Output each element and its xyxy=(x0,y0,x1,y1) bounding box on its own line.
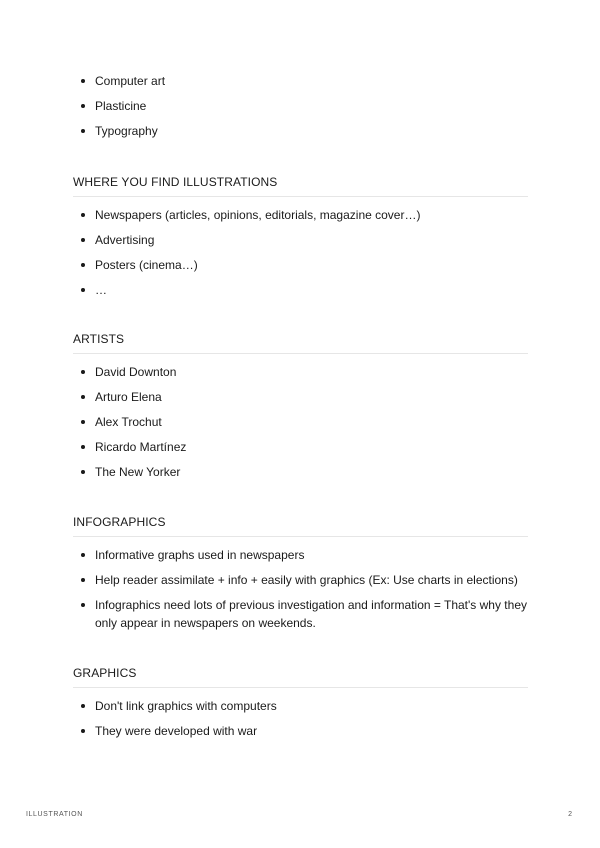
top-bullet-list xyxy=(73,72,528,140)
list-item: … xyxy=(73,281,528,299)
section-artists xyxy=(73,331,528,481)
list-item: Posters (cinema…) xyxy=(73,256,528,274)
list-item: Newspapers (articles, opinions, editorials, magazine cover…) xyxy=(73,206,528,224)
list-item: Computer art xyxy=(73,72,528,90)
list-item: Plasticine xyxy=(73,97,528,115)
list-item: Advertising xyxy=(73,231,528,249)
page-number: 2 xyxy=(568,811,572,818)
section-where-you-find xyxy=(73,174,528,299)
list-item: Help reader assimilate + info + easily with graphics (Ex: Use charts in elections) xyxy=(73,571,528,589)
list-item: Don't link graphics with computers xyxy=(73,697,528,715)
list-item: David Downton xyxy=(73,363,528,381)
bullet-list xyxy=(73,363,528,481)
section-heading: WHERE YOU FIND ILLUSTRATIONS xyxy=(73,174,528,197)
section-heading: INFOGRAPHICS xyxy=(73,514,528,537)
list-item: Alex Trochut xyxy=(73,413,528,431)
list-item: Arturo Elena xyxy=(73,388,528,406)
footer-label: ILLUSTRATION xyxy=(26,811,83,818)
list-item: Typography xyxy=(73,122,528,140)
bullet-list xyxy=(73,546,528,632)
section-graphics xyxy=(73,665,528,740)
bullet-list xyxy=(73,697,528,740)
top-list-block xyxy=(73,72,528,140)
list-item: Ricardo Martínez xyxy=(73,438,528,456)
list-item: The New Yorker xyxy=(73,463,528,481)
bullet-list xyxy=(73,206,528,299)
section-heading: GRAPHICS xyxy=(73,665,528,688)
section-infographics xyxy=(73,514,528,632)
section-heading: ARTISTS xyxy=(73,331,528,354)
list-item: Infographics need lots of previous investigation and information = That's why they only appear in newspapers on weekends. xyxy=(73,596,528,632)
list-item: They were developed with war xyxy=(73,722,528,740)
list-item: Informative graphs used in newspapers xyxy=(73,546,528,564)
